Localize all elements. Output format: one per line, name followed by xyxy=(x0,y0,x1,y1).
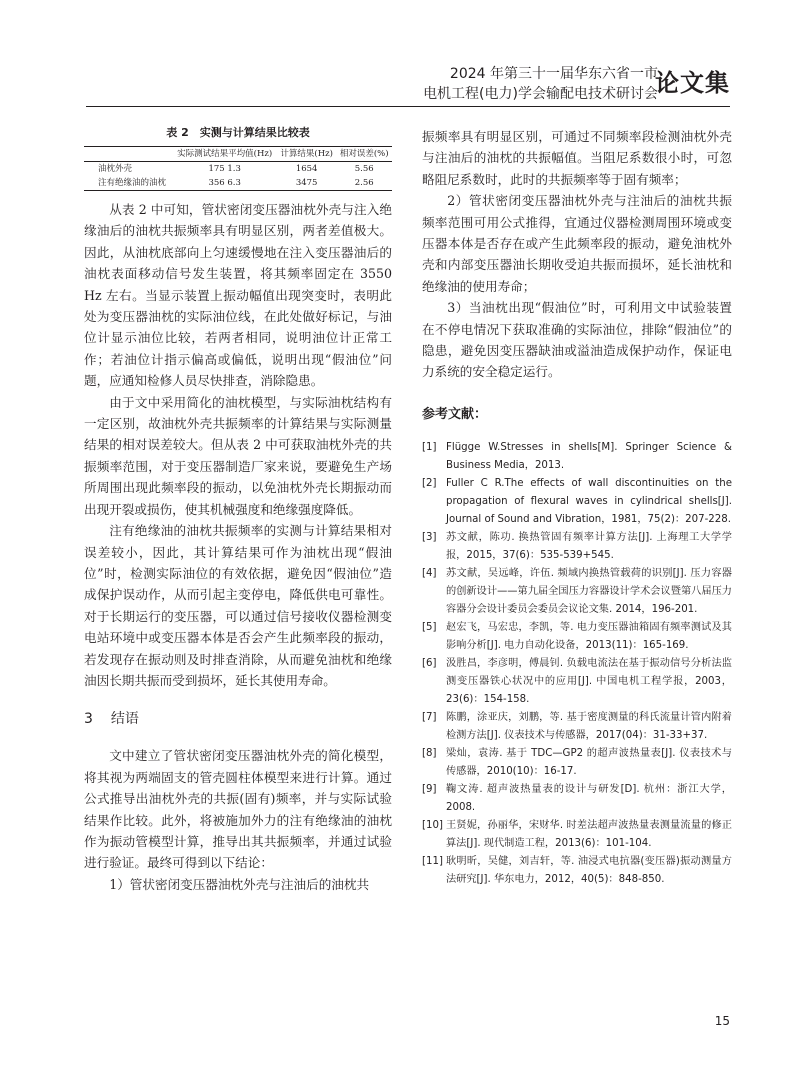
body-paragraph: 1）管状密闭变压器油枕外壳与注油后的油枕共 xyxy=(109,876,370,892)
table-header-cell: 实际测试结果平均值(Hz) xyxy=(177,149,273,159)
reference-item xyxy=(422,439,732,475)
reference-item xyxy=(422,853,732,889)
reference-index: [2] xyxy=(422,477,437,489)
table-cell: 3475 xyxy=(295,178,318,188)
table-row xyxy=(84,176,392,191)
reference-index: [1] xyxy=(422,441,437,453)
reference-index: [8] xyxy=(422,747,437,759)
body-paragraph: 注有绝缘油的油枕共振频率的实测与计算结果相对误差较小，因此，其计算结果可作为油枕出现“假油位”时，检测实际油位的有效依据，避免因“假油位”造成保护误动作，从而引起主变停电，降低供电可靠性。对于长期运行的变压器，可以通过信号接收仪器检测变电站环境中或变压器本体是否会产生此频率段的振动，若发现存在振动则及时排查消除，从而避免油枕和绝缘油因长期共振而受到损坏，延长其使用寿命。 xyxy=(84,523,392,688)
reference-item xyxy=(422,565,732,619)
comparison-table xyxy=(84,146,392,191)
table-cell: 注有绝缘油的油枕 xyxy=(98,178,167,188)
reference-item xyxy=(422,529,732,565)
reference-text: 赵宏飞，马宏忠，李凯，等. 电力变压器油箱固有频率测试及其影响分析[J]. 电力自动化设备，2013(11)：165-169. xyxy=(446,621,732,651)
body-paragraph: 3）当油枕出现“假油位”时，可利用文中试验装置在不停电情况下获取准确的实际油位，排除“假油位”的隐患，避免因变压器缺油或溢油造成保护动作，保证电力系统的安全稳定运行。 xyxy=(422,300,732,380)
reference-item xyxy=(422,709,732,745)
header-line-2: 电机工程(电力)学会输配电技术研讨会 xyxy=(423,86,658,102)
reference-item xyxy=(422,655,732,709)
section-title: 结语 xyxy=(110,711,139,728)
right-column xyxy=(422,126,732,889)
reference-index: [7] xyxy=(422,711,437,723)
reference-item xyxy=(422,817,732,853)
reference-index: [6] xyxy=(422,657,437,669)
reference-item xyxy=(422,619,732,655)
table-header-cell: 相对误差(%) xyxy=(339,149,389,159)
reference-item xyxy=(422,745,732,781)
table-cell: 油枕外壳 xyxy=(98,164,133,174)
table-caption: 表 2 实测与计算结果比较表 xyxy=(166,126,310,139)
reference-index: [11] xyxy=(422,855,443,867)
body-paragraph: 由于文中采用简化的油枕模型，与实际油枕结构有一定区别，故油枕外壳共振频率的计算结果与实际测量结果的相对误差较大。但从表 2 中可获取油枕外壳的共振频率范围，对于变压器制造厂家来说，要避免生产场所周围出现此频率段的振动，以免油枕外壳长期振动而出现开裂或损伤，使其机械强度和绝缘强度降低。 xyxy=(84,394,392,517)
section-heading xyxy=(84,709,392,729)
body-paragraph: 2）管状密闭变压器油枕外壳与注油后的油枕共振频率范围可用公式推得，宜通过仪器检测周围环境或变压器本体是否存在或产生此频率段的振动，避免油枕外壳和内部变压器油长期收受迫共振而损坏，延长油枕和绝缘油的使用寿命； xyxy=(422,193,732,294)
table-cell: 356 6.3 xyxy=(208,178,241,188)
page-number: 15 xyxy=(714,1014,730,1028)
section-number: 3 xyxy=(84,711,93,728)
running-header xyxy=(0,62,800,106)
header-line-1: 2024 年第三十一届华东六省一市 xyxy=(449,66,658,82)
references-heading: 参考文献： xyxy=(422,406,488,422)
reference-index: [10] xyxy=(422,819,443,831)
header-conference-name xyxy=(423,64,658,104)
reference-text: 汲胜昌，李彦明，傅晨钊. 负载电流法在基于振动信号分析法监测变压器铁心状况中的应用[J]. 中国电机工程学报，2003，23(6)：154-158. xyxy=(446,657,732,705)
reference-text: 苏文献，吴远峰，许伍. 频域内换热管载荷的识别[J]. 压力容器的创新设计——第九届全国压力容器设计学术会议暨第八届压力容器分会设计委员会委员会议论文集. 2014，196-201. xyxy=(446,567,732,615)
reference-item xyxy=(422,475,732,529)
reference-text: 陈鹏，涂亚庆，刘鹏，等. 基于密度测量的科氏流量计管内附着检测方法[J]. 仪表技术与传感器，2017(04)：31-33+37. xyxy=(446,711,732,741)
reference-index: [5] xyxy=(422,621,437,633)
reference-text: Fuller C R.The effects of wall discontinuities on the propagation of flexural waves in cylindrical shells[J]. Journal of Sound and Vibration，1981，75(2)：207-228. xyxy=(446,477,732,525)
header-proceedings-label: 论文集 xyxy=(655,69,730,97)
table-header-cell xyxy=(84,147,173,162)
reference-text: 苏文献，陈功. 换热管固有频率计算方法[J]. 上海理工大学学报，2015，37(6)：535-539+545. xyxy=(446,531,732,561)
reference-item xyxy=(422,781,732,817)
table-header-cell: 计算结果(Hz) xyxy=(280,149,333,159)
table-cell: 2.56 xyxy=(354,178,374,188)
reference-index: [3] xyxy=(422,531,437,543)
table-cell: 5.56 xyxy=(354,164,374,174)
table-header-row xyxy=(84,147,392,162)
body-paragraph: 文中建立了管状密闭变压器油枕外壳的简化模型，将其视为两端固支的管壳圆柱体模型来进行计算。通过公式推导出油枕外壳的共振(固有)频率，并与实际试验结果作比较。此外，将被施加外力的注有绝缘油的油枕作为振动管模型计算，推导出其共振频率，并通过试验进行验证。最终可得到以下结论： xyxy=(84,748,392,871)
table-cell: 175 1.3 xyxy=(208,164,241,174)
reference-index: [4] xyxy=(422,567,437,579)
reference-list xyxy=(422,439,732,889)
reference-text: 王贤妮，孙丽华，宋财华. 时差法超声波热量表测量流量的修正算法[J]. 现代制造工程，2013(6)：101-104. xyxy=(446,819,732,849)
table-cell: 1654 xyxy=(295,164,318,174)
reference-text: 耿明昕，吴健，刘吉轩，等. 油浸式电抗器(变压器)振动测量方法研究[J]. 华东电力，2012，40(5)：848-850. xyxy=(446,855,732,885)
body-paragraph: 从表 2 中可知，管状密闭变压器油枕外壳与注入绝缘油后的油枕共振频率具有明显区别，两者差值极大。因此，从油枕底部向上匀速缓慢地在注入变压器油后的油枕表面移动信号发生装置，将其频率固定在 3550 Hz 左右。当显示装置上振动幅值出现突变时，表明此处为变压器油枕的实际油位线，在此处做好标记，与油位计显示油位比较，若两者相同，说明油位计正常工作；若油位计指示偏高或偏低，说明出现“假油位”问题，应通知检修人员尽快排查，消除隐患。 xyxy=(84,202,392,389)
reference-text: Flügge W.Stresses in shells[M]. Springer Science & Business Media，2013. xyxy=(446,441,732,471)
body-paragraph: 振频率具有明显区别，可通过不同频率段检测油枕外壳与注油后的油枕的共振幅值。当阻尼系数很小时，可忽略阻尼系数时，此时的共振频率等于固有频率； xyxy=(422,129,732,187)
table-row xyxy=(84,162,392,177)
header-rule xyxy=(86,106,730,107)
left-column xyxy=(84,126,392,895)
reference-index: [9] xyxy=(422,783,437,795)
reference-text: 梁灿，袁涛. 基于 TDC—GP2 的超声波热量表[J]. 仪表技术与传感器，2010(10)：16-17. xyxy=(446,747,732,777)
reference-text: 鞠文涛. 超声波热量表的设计与研发[D]. 杭州：浙江大学，2008. xyxy=(446,783,732,813)
